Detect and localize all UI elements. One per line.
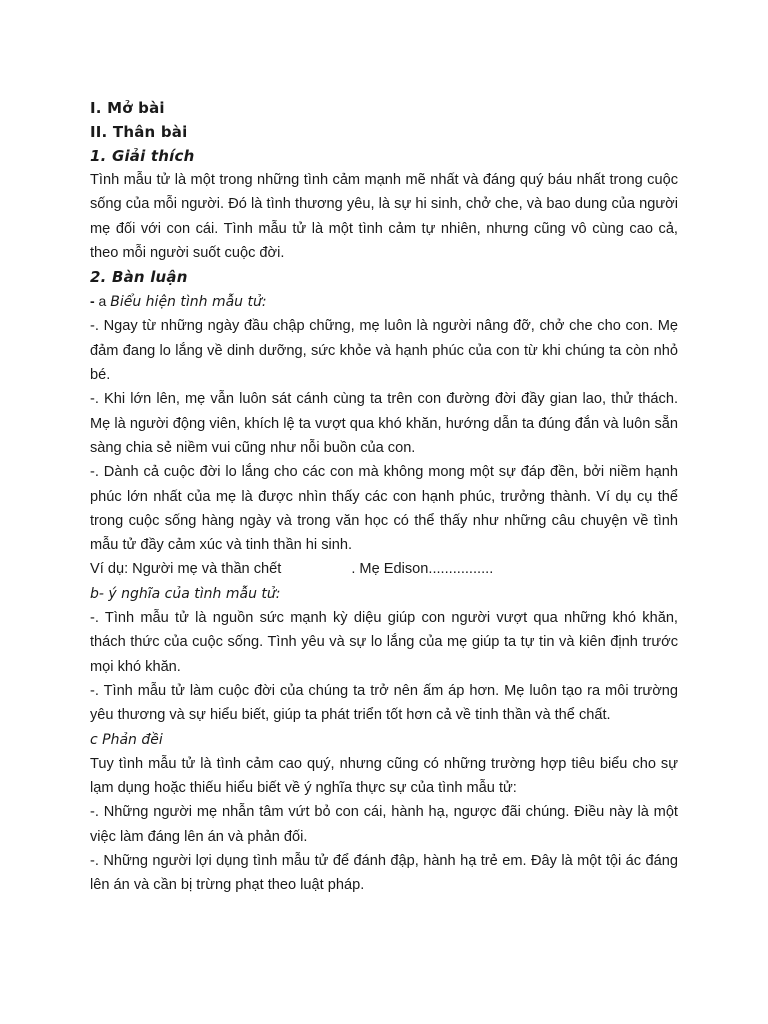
subheading-bieu-hien-title: Biểu hiện tình mẫu tử: [110, 294, 267, 311]
heading-ban-luan: 2. Bàn luận [90, 268, 188, 287]
list-item: -. Ngay từ những ngày đầu chập chững, mẹ luôn là người nâng đỡ, chở che cho con. Mẹ đảm đang lo lắng về dinh dưỡng, sức khỏe và hạnh phúc của con từ khi chúng ta còn nhỏ bé. [90, 318, 678, 384]
subheading-letter: a [94, 293, 111, 310]
heading-than-bai: II. Thân bài [90, 123, 188, 141]
list-item: -. Tình mẫu tử là nguồn sức mạnh kỳ diệu giúp con người vượt qua những khó khăn, thách thức của cuộc sống. Tình yêu và sự lo lắng của mẹ giúp ta tự tin và kiên định trước mọi khó khăn. [90, 610, 678, 675]
list-item: -. Tình mẫu tử làm cuộc đời của chúng ta trở nên ấm áp hơn. Mẹ luôn tạo ra môi trường yêu thương và sự hiểu biết, giúp ta phát triển tốt hơn cả về tinh thần và thể chất. [90, 682, 678, 724]
subheading-phan-de: c Phản đềi [90, 731, 163, 748]
example-right: . Mẹ Edison................ [351, 561, 494, 578]
heading-mo-bai: I. Mở bài [90, 99, 165, 117]
paragraph-phan-de-intro: Tuy tình mẫu tử là tình cảm cao quý, nhưng cũng có những trường hợp tiêu biểu cho sự lạm dụng hoặc thiếu hiểu biết về ý nghĩa thực sự của tình mẫu tử: [90, 755, 678, 797]
example-line [90, 557, 678, 581]
subheading-y-nghia: b- ý nghĩa của tình mẫu tử: [90, 585, 281, 602]
paragraph-giai-thich: Tình mẫu tử là một trong những tình cảm mạnh mẽ nhất và đáng quý báu nhất trong cuộc sống của mỗi người. Đó là tình thương yêu, là sự hi sinh, chở che, và bao dung của người mẹ đối với con cái. Tình mẫu tử là một tình cảm tự nhiên, nhưng cũng vô cùng cao cả, theo mỗi người suốt cuộc đời. [90, 172, 678, 261]
subheading-bieu-hien [90, 289, 678, 314]
document-page [90, 96, 678, 898]
list-item: -. Khi lớn lên, mẹ vẫn luôn sát cánh cùng ta trên con đường đời đầy gian lao, thử thách. Mẹ là người động viên, khích lệ ta vượt qua khó khăn, hướng dẫn ta đúng đắn và luôn sẵn sàng chia sẻ niềm vui cũng như nỗi buồn của con. [90, 391, 678, 456]
heading-giai-thich: 1. Giải thích [90, 147, 195, 165]
example-left: Ví dụ: Người mẹ và thần chết [90, 561, 282, 578]
subheading-dash: - [90, 293, 95, 310]
list-item: -. Những người mẹ nhẫn tâm vứt bỏ con cái, hành hạ, ngược đãi chúng. Điều này là một việc làm đáng lên án và phản đối. [90, 804, 678, 845]
list-item: -. Dành cả cuộc đời lo lắng cho các con mà không mong một sự đáp đền, bởi niềm hạnh phúc lớn nhất của mẹ là được nhìn thấy các con hạnh phúc, trưởng thành. Ví dụ cụ thể trong cuộc sống hàng ngày và trong văn học có thể thấy như những câu chuyện về tình mẫu tử đầy cảm xúc và tinh thần hi sinh. [90, 464, 678, 554]
list-item: -. Những người lợi dụng tình mẫu tử để đánh đập, hành hạ trẻ em. Đây là một tội ác đáng lên án và cần bị trừng phạt theo luật pháp. [90, 853, 678, 894]
